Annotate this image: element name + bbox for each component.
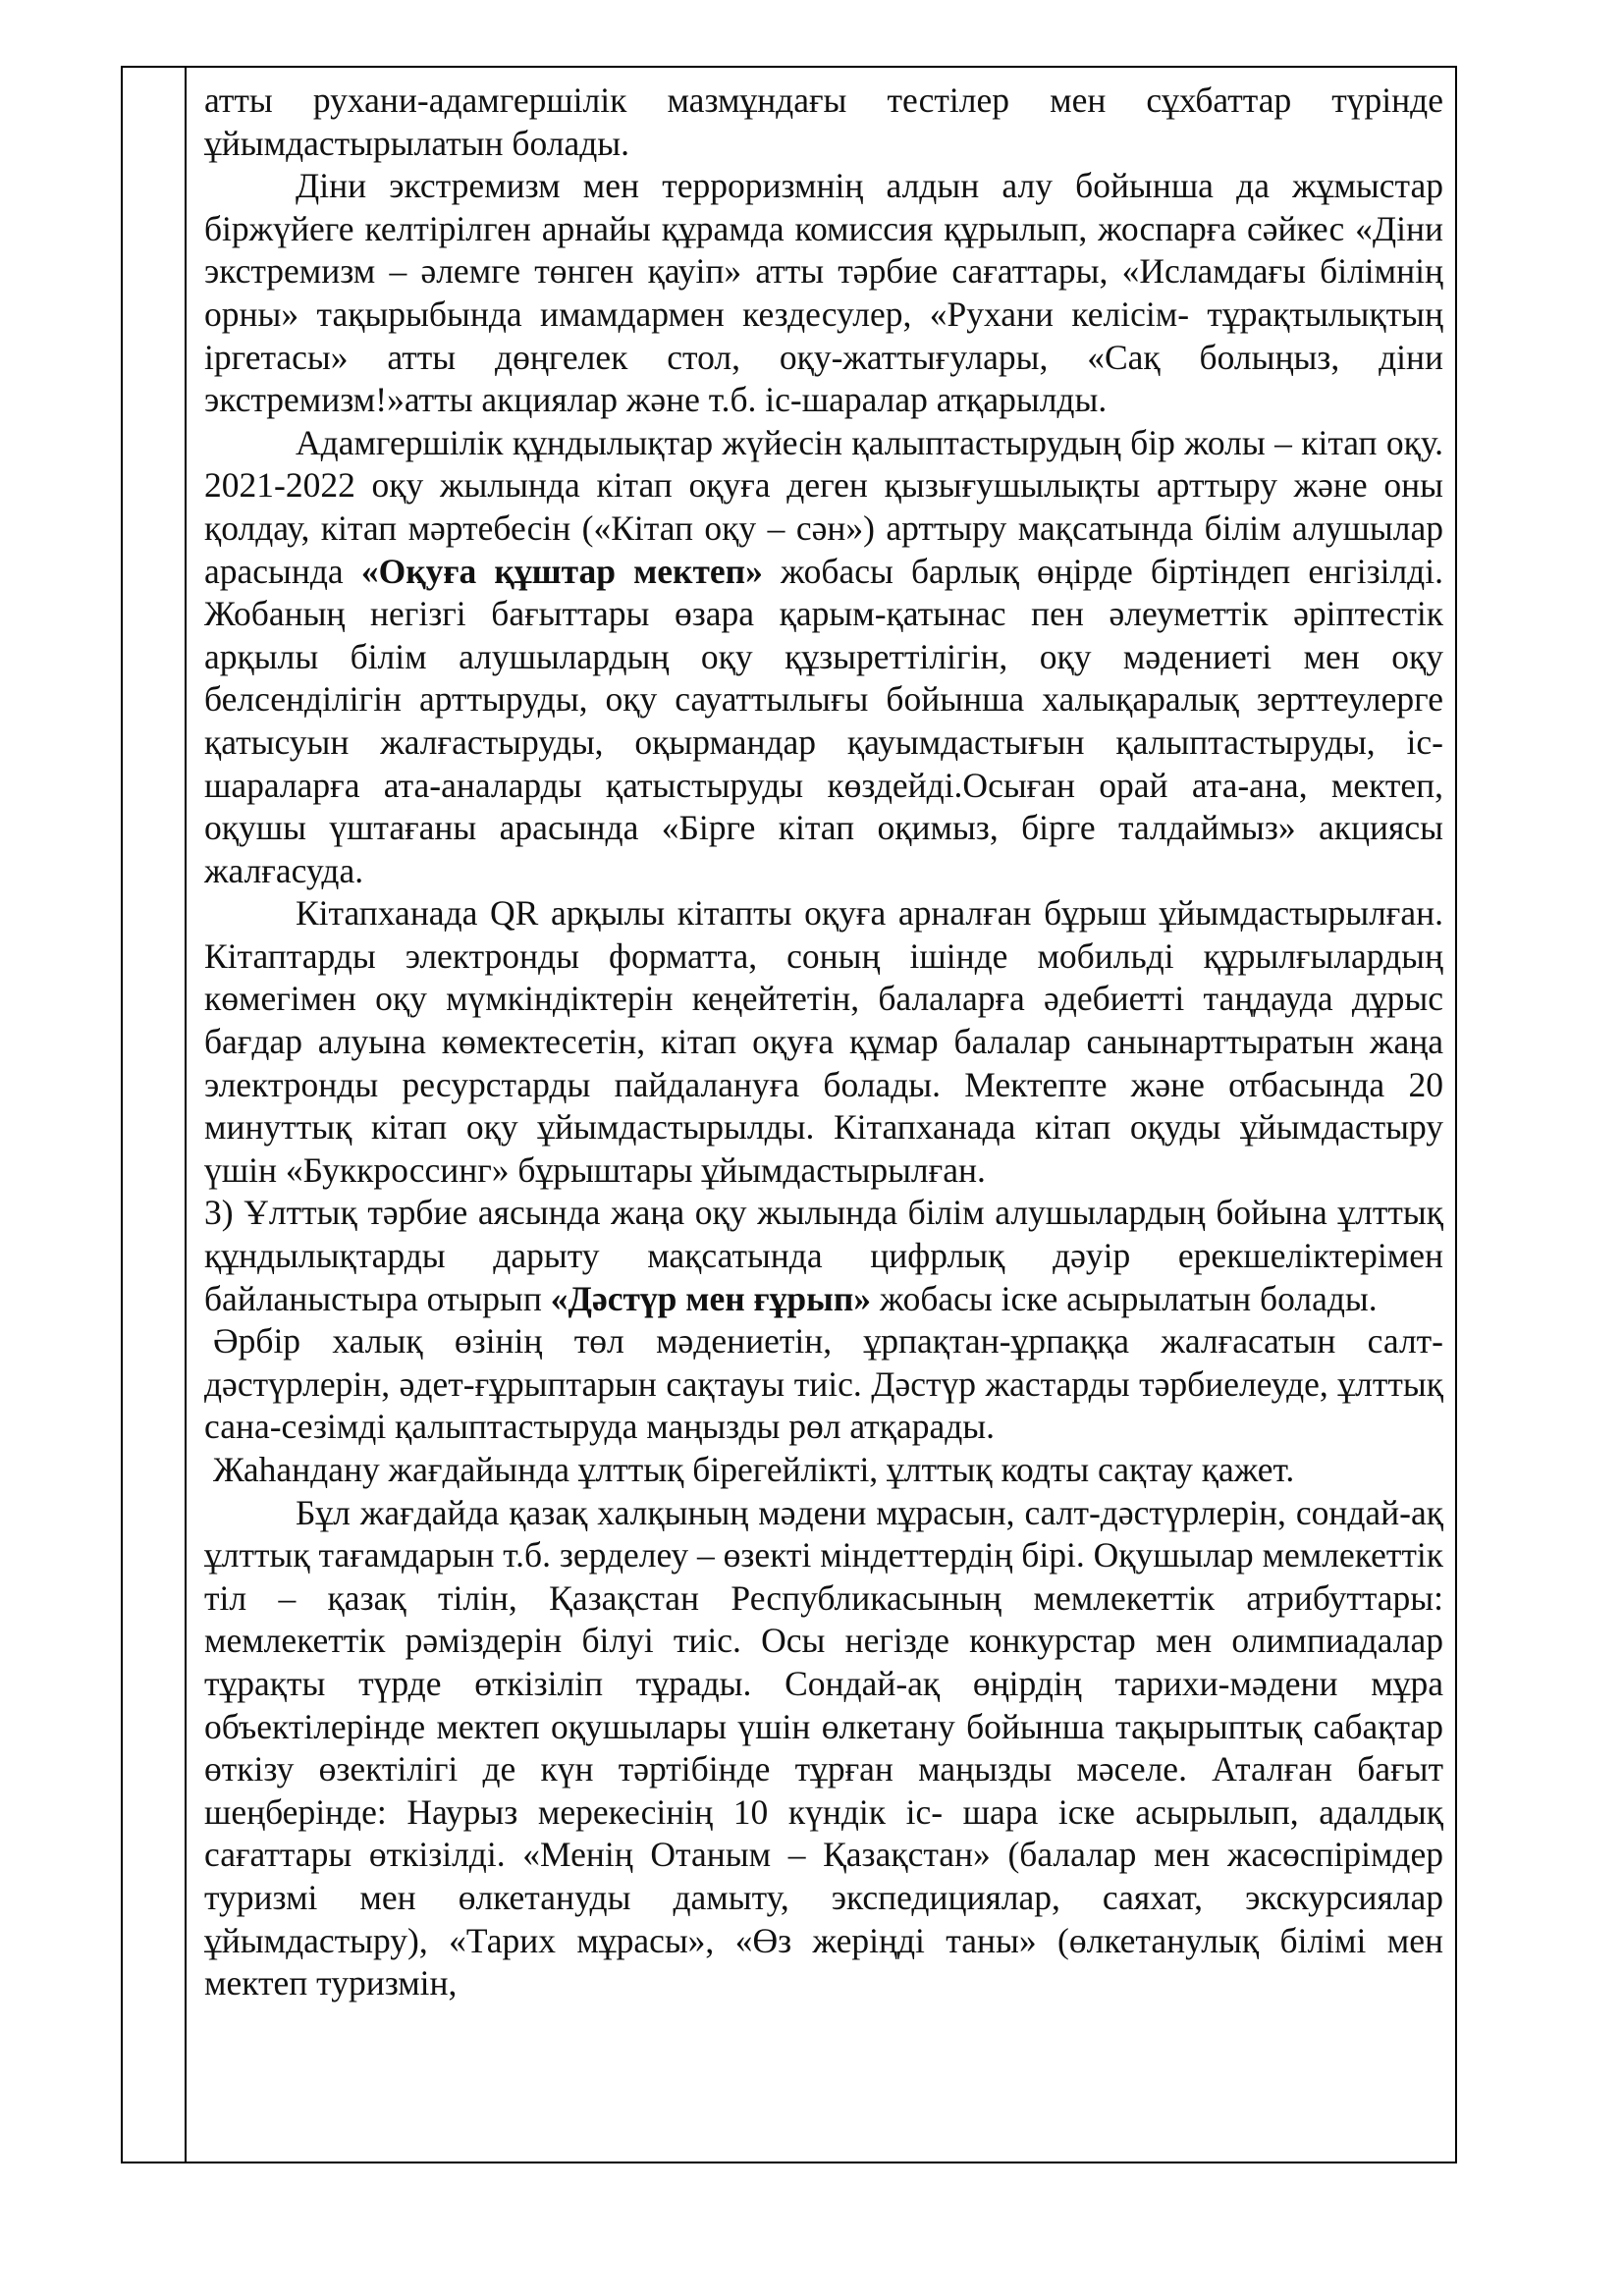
table-column-divider	[185, 68, 187, 2162]
paragraph-national-education	[204, 1192, 1443, 1320]
paragraph-globalization: Жаһандану жағдайында ұлттық бірегейлікті, ұлттық кодты сақтау қажет.	[213, 1450, 1295, 1489]
paragraph-religious-extremism: Діни экстремизм мен терроризмнің алдын алу бойынша да жұмыстар біржүйеге келтірілген арнайы құрамда комиссия құрылып, жоспарға сәйкес «Діни экстремизм – әлемге төнген қауіп» атты тәрбие сағаттары, «Исламдағы білімнің орны» тақырыбында имамдармен кездесулер, «Рухани келісім- тұрақтылықтың іргетасы» атты дөңгелек стол, оқу-жаттығулары, «Сақ болыңыз, діни экстремизм!»атты акциялар және т.б. іс-шаралар атқарылды.	[204, 166, 1443, 420]
paragraph-national-text-a: 3) Ұлттық тәрбие аясында жаңа оқу жылында білім алушылардың бойына ұлттық құндылықтарды дарыту мақсатында цифрлық дәуір ерекшеліктерімен байланыстыра отырып	[204, 1193, 1443, 1318]
paragraph-library-qr: Кітапханада QR арқылы кітапты оқуға арналған бұрыш ұйымдастырылған. Кітаптарды электронды форматта, соның ішінде мобильді құрылғылардың көмегімен оқу мүмкіндіктерін кеңейтетін, балаларға әдебиетті таңдауда дұрыс бағдар алуына көмектесетін, кітап оқуға құмар балалар санынарттыратын жаңа электронды ресурстарды пайдалануға болады. Мектепте және отбасында 20 минуттық кітап оқу ұйымдастырылды. Кітапханада кітап оқуды ұйымдастыру үшін «Буккроссинг» бұрыштары ұйымдастырылған.	[204, 893, 1443, 1190]
paragraph-heritage: Бұл жағдайда қазақ халқының мәдени мұрасын, салт-дәстүрлерін, сондай-ақ ұлттық тағамдарын т.б. зерделеу – өзекті міндеттердің бірі. Оқушылар мемлекеттік тіл – қазақ тілін, Қазақстан Республикасының мемлекеттік атрибуттары: мемлекеттік рәміздерін білуі тиіс. Осы негізде конкурстар мен олимпиадалар тұрақты түрде өткізіліп тұрады. Сондай-ақ өңірдің тарихи-мәдени мұра объектілерінде мектеп оқушылары үшін өлкетану бойынша тақырыптық сабақтар өткізу өзектілігі де күн тәртібінде тұрған маңызды мәселе. Аталған бағыт шеңберінде: Наурыз мерекесінің 10 күндік іс- шара іске асырылып, адалдық сағаттары өткізілді. «Менің Отаным – Қазақстан» (балалар мен жасөспірімдер туризмі мен өлкетануды дамыту, экспедициялар, саяхат, экскурсиялар ұйымдастыру), «Тарих мұрасы», «Өз жеріңді таны» (өлкетанулық білімі мен мектеп туризмін,	[204, 1492, 1443, 2003]
table-content-cell	[204, 80, 1443, 2005]
paragraph-culture: Әрбір халық өзінің төл мәдениетін, ұрпақтан-ұрпаққа жалғасатын салт-дәстүрлерін, әдет-ғұрыптарын сақтауы тиіс. Дәстүр жастарды тәрбиелеуде, ұлттық сана-сезімді қалыптастыруда маңызды рөл атқарады.	[204, 1321, 1443, 1447]
paragraph-reading-text-a: Адамгершілік құндылықтар жүйесін қалыптастырудың бір жолы – кітап оқу. 2021-2022 оқу жылында кітап оқуға деген қызығушылықты арттыру және оны қолдау, кітап мәртебесін («Кітап оқу – сән») арттыру мақсатында білім алушылар арасында	[204, 422, 1443, 591]
paragraph-reading-project	[204, 422, 1443, 893]
paragraph-reading-text-b: жобасы барлық өңірде біртіндеп енгізілді. Жобаның негізгі бағыттары өзара қарым-қатынас пен әлеуметтік әріптестік арқылы білім алушылардың оқу құзыреттілігін, оқу мәдениеті мен оқу белсенділігін арттыруды, оқу сауаттылығы бойынша халықаралық зерттеулерге қатысуын жалғастыруды, оқырмандар қауымдастығын қалыптастыруды, іс-шараларға ата-аналарды қатыстыруды көздейді.Осыған орай ата-ана, мектеп, оқушы үштағаны арасында «Бірге кітап оқимыз, бірге талдаймыз» акциясы жалғасуда.	[204, 551, 1443, 890]
project-title-tradition: «Дәстүр мен ғұрып»	[550, 1278, 872, 1318]
paragraph-national-text-b: жобасы іске асырылатын болады.	[871, 1278, 1378, 1318]
paragraph-1: атты рухани-адамгершілік мазмұндағы тестілер мен сұхбаттар түрінде ұйымдастырылатын болады.	[204, 80, 1443, 163]
project-title-reading: «Оқуға құштар мектеп»	[360, 551, 763, 591]
document-table	[121, 66, 1457, 2163]
